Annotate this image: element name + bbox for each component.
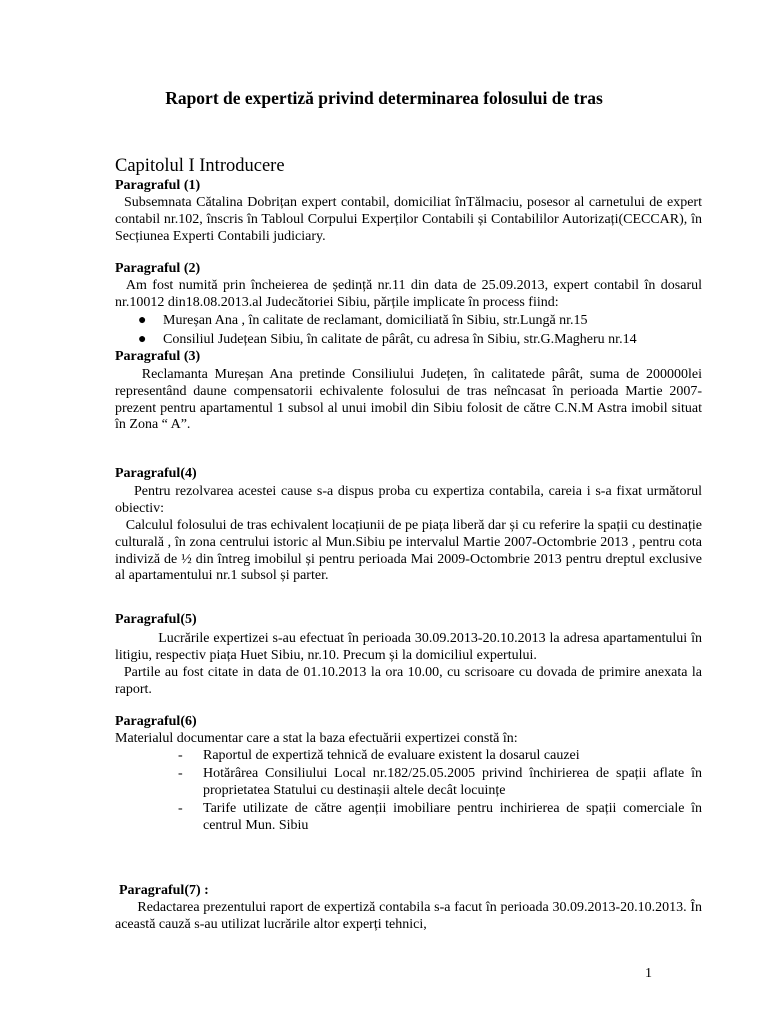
list-item: - Raportul de expertiză tehnică de evaluare existent la dosarul cauzei — [178, 748, 580, 763]
paragraph-5-text-1: Lucrările expertizei s-au efectuat în perioada 30.09.2013-20.10.2013 la adresa apartamentului în litigiu, respectiv piața Huet Sibiu, nr.10. Precum și la domiciliul expertului. — [115, 631, 706, 663]
bullet-icon: ● — [138, 313, 147, 328]
paragraph-7-text: Redactarea prezentului raport de expertiză contabila s-a facut în perioada 30.09.2013-20.10.2013. În această cauză s-au utilizat lucrările altor experți tehnici, — [115, 900, 706, 932]
paragraph-1-heading: Paragraful (1) — [115, 178, 201, 193]
paragraph-5-heading: Paragraful(5) — [115, 612, 197, 627]
paragraph-4-heading: Paragraful(4) — [115, 466, 197, 481]
page-title: Raport de expertiză privind determinarea folosului de tras — [165, 88, 603, 108]
list-item: - Hotărârea Consiliului Local nr.182/25.05.2005 privind închirierea de spații aflate în proprietatea Statului cu destinașii altele decât locuințe — [178, 766, 702, 798]
paragraph-2-heading: Paragraful (2) — [115, 261, 201, 276]
paragraph-6-heading: Paragraful(6) — [115, 714, 197, 729]
paragraph-3-heading: Paragraful (3) — [115, 349, 201, 364]
paragraph-4-text-2: Calculul folosului de tras echivalent locațiunii de pe piața liberă dar și cu referire la spații cu destinație culturală , în zona centrului istoric al Mun.Sibiu pe intervalul Martie 2007-Octombrie 2013 , pentru cota indiviză de ½ din întreg imobilul și pentru perioada Mai 2009-Octombrie 2013 pentru dreptul exclusive al apartamentului nr.1 subsol și parter. — [115, 518, 706, 584]
chapter-heading: Capitolul I Introducere — [115, 156, 285, 176]
paragraph-7-heading: Paragraful(7) : — [119, 883, 209, 898]
page-number: 1 — [645, 966, 652, 981]
bullet-icon: ● — [138, 332, 147, 347]
paragraph-2-text: Am fost numită prin încheierea de ședință nr.11 din data de 25.09.2013, expert contabil în dosarul nr.10012 din18.08.2013.al Judecătoriei Sibiu, părțile implicate în process fiind: — [115, 278, 706, 310]
paragraph-4-text-1: Pentru rezolvarea acestei cause s-a dispus proba cu expertiza contabila, careia i s-a fixat următorul obiectiv: — [115, 484, 706, 516]
paragraph-3-text: Reclamanta Mureșan Ana pretinde Consiliului Județen, în calitatede pârât, suma de 200000lei representând daune compensatorii echivalente folosului de tras neîncasat în perioada Martie 2007-prezent pentru apartamentul 1 subsol al unui imobil din Sibiu folosit de către C.N.M Astra imobil situat în Zona “ A”. — [115, 367, 706, 433]
bullet-item: ● Mureșan Ana , în calitate de reclamant, domiciliată în Sibiu, str.Lungă nr.15 — [138, 313, 588, 328]
paragraph-5-text-2: Partile au fost citate in data de 01.10.2013 la ora 10.00, cu scrisoare cu dovada de primire anexata la raport. — [115, 665, 706, 697]
bullet-item: ● Consiliul Județean Sibiu, în calitate de pârât, cu adresa în Sibiu, str.G.Magheru nr.14 — [138, 332, 637, 347]
paragraph-6-text: Materialul documentar care a stat la baza efectuării expertizei constă în: — [115, 731, 518, 746]
paragraph-1-text: Subsemnata Cătalina Dobrițan expert contabil, domiciliat înTălmaciu, posesor al carnetului de expert contabil nr.102, înscris în Tabloul Corpului Experților Contabili și Contabililor Autorizați(CECCAR), în Secțiunea Experti Contabili judiciary. — [115, 195, 706, 244]
list-item: - Tarife utilizate de către agenții imobiliare pentru inchirierea de spații comerciale în centrul Mun. Sibiu — [178, 801, 702, 833]
